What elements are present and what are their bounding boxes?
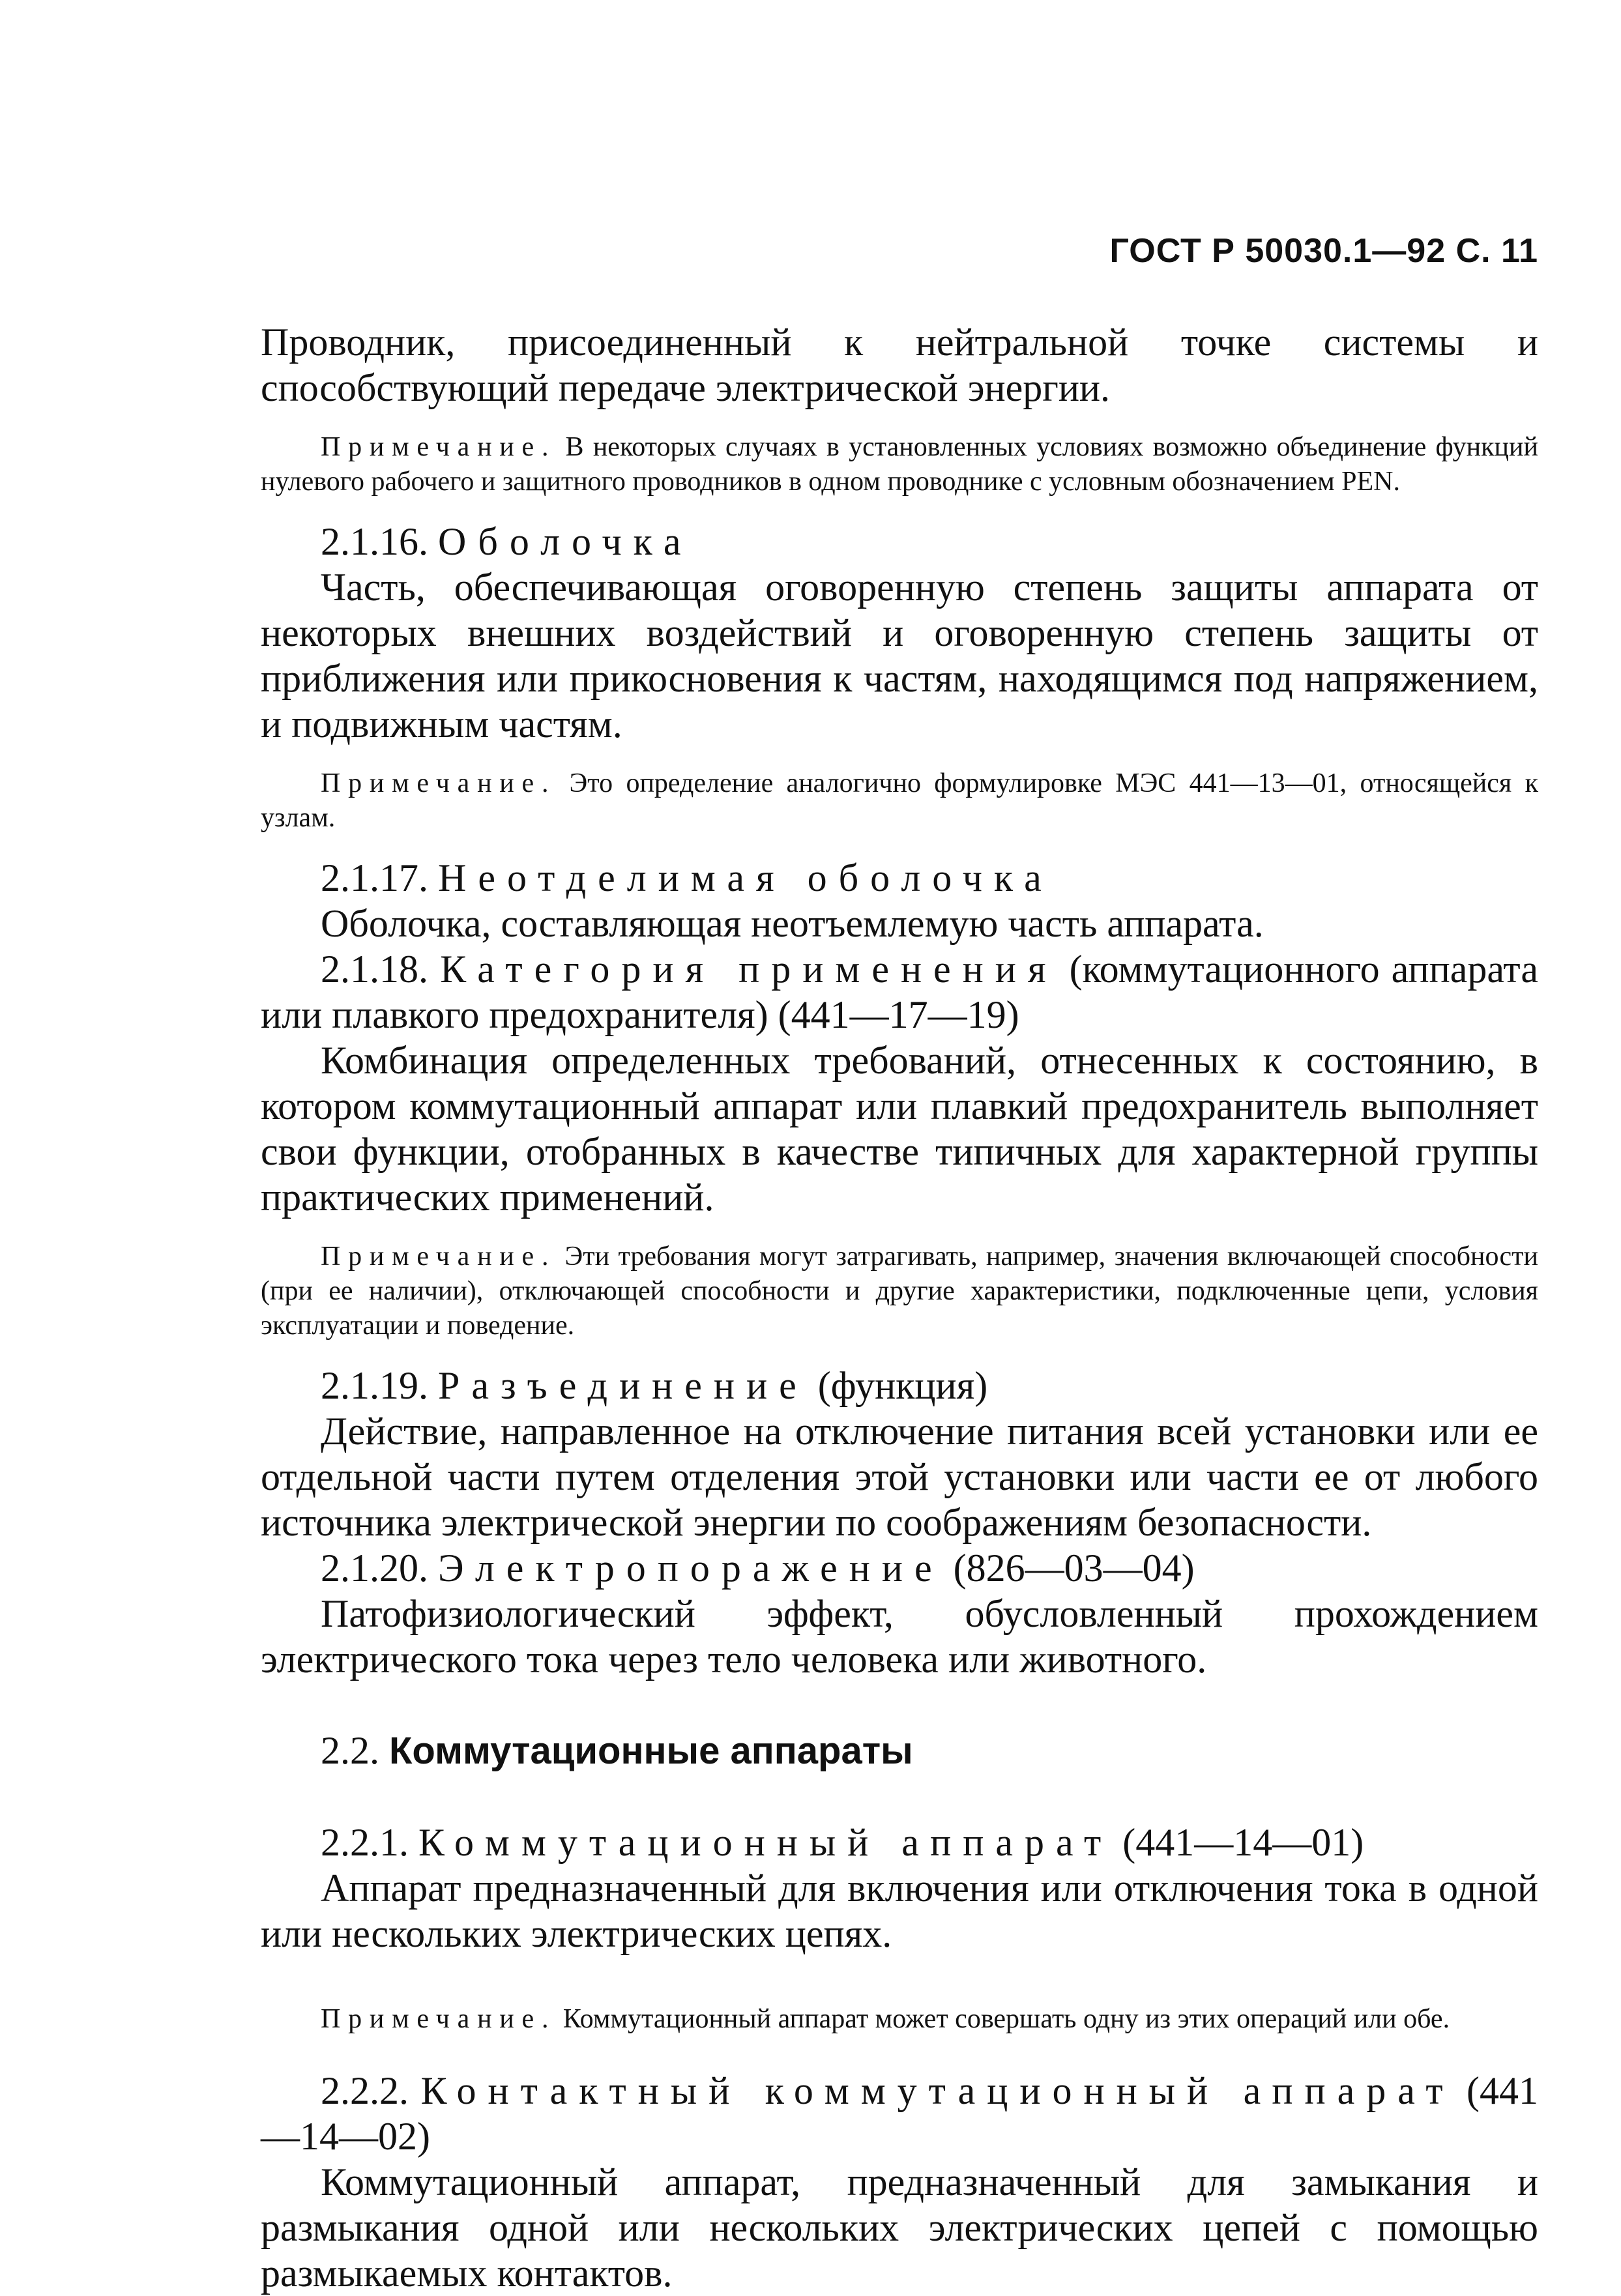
clause-term: Разъединение	[438, 1364, 808, 1407]
clause-heading	[261, 1545, 1538, 1591]
clause-term: Контактный коммутационный аппарат	[420, 2069, 1455, 2112]
section-heading	[261, 1728, 1538, 1774]
clause-rest: (441—14—02)	[261, 2069, 1539, 2158]
clause-rest: (826—03—04)	[943, 1547, 1195, 1590]
clause-number: 2.2.1.	[321, 1821, 418, 1864]
clause-term: Коммутационный аппарат	[418, 1821, 1113, 1864]
note-label: Примечание.	[321, 768, 557, 798]
clause-heading	[261, 519, 1538, 564]
paragraph: Коммутационный аппарат, предназначенный для замыкания и размыкания одной или нескольких электрических цепей с помощью размыкаемых контактов.	[261, 2160, 1538, 2295]
clause-number: 2.1.17.	[321, 856, 438, 899]
note-text: Это определение аналогично формулировке МЭС 441—13—01, относящейся к узлам.	[261, 768, 1538, 833]
clause-number: 2.1.18.	[321, 948, 441, 991]
note	[261, 1240, 1538, 1343]
note-label: Примечание.	[321, 432, 557, 462]
note-label: Примечание.	[321, 1242, 557, 1272]
clause-heading	[261, 1820, 1538, 1865]
clause-number: 2.2.2.	[321, 2069, 421, 2112]
paragraph: Патофизиологический эффект, обусловленный прохождением электрического тока через тело человека или животного.	[261, 1592, 1538, 1681]
clause-term: Категория применения	[440, 948, 1058, 991]
note-text: Коммутационный аппарат может совершать одну из этих операций или обе.	[556, 2004, 1450, 2034]
clause-term: Электропоражение	[438, 1547, 944, 1590]
note	[261, 430, 1538, 499]
section-title: Коммутационные аппараты	[389, 1730, 913, 1772]
paragraph: Комбинация определенных требований, отнесенных к состоянию, в котором коммутационный аппарат или плавкий предохранитель выполняет свои функции, отобранных в качестве типичных для характерной группы практических применений.	[261, 1039, 1538, 1219]
clause-term: Оболочка	[438, 520, 693, 563]
paragraph: Аппарат предназначенный для включения или отключения тока в одной или нескольких электрических цепях.	[261, 1867, 1538, 1955]
clause-heading	[261, 2068, 1538, 2159]
clause-rest: (функция)	[808, 1364, 988, 1407]
paragraph: Оболочка, составляющая неотъемлемую часть аппарата.	[321, 902, 1264, 945]
note-text: В некоторых случаях в установленных условиях возможно объединение функций нулевого рабочего и защитного проводников в одном проводнике с условным обозначением PEN.	[261, 432, 1538, 497]
document-body	[261, 319, 1538, 2296]
note-text: Эти требования могут затрагивать, например, значения включающей способности (при ее наличии), отключающей способности и другие характеристики, подключенные цепи, условия эксплуатации и поведение.	[261, 1242, 1538, 1341]
section-number: 2.2.	[321, 1729, 389, 1772]
clause-rest: (441—14—01)	[1113, 1821, 1364, 1864]
note	[261, 2002, 1538, 2037]
paragraph: Часть, обеспечивающая оговоренную степень защиты аппарата от некоторых внешних воздействий и оговоренную степень защиты от приближения или прикосновения к частям, находящимся под напряжением, и подвижным частям.	[261, 566, 1538, 746]
clause-heading	[261, 855, 1538, 901]
clause-number: 2.1.20.	[321, 1547, 438, 1590]
clause-number: 2.1.16.	[321, 520, 438, 563]
clause-number: 2.1.19.	[321, 1364, 438, 1407]
clause-heading	[261, 946, 1538, 1038]
clause-heading	[261, 1363, 1538, 1408]
note	[261, 766, 1538, 836]
page-header: ГОСТ Р 50030.1—92 С. 11	[1109, 232, 1538, 270]
clause-rest: (коммутационного аппарата или плавкого предохранителя) (441—17—19)	[261, 948, 1538, 1036]
clause-term: Неотделимая оболочка	[438, 856, 1053, 899]
paragraph: Проводник, присоединенный к нейтральной точке системы и способствующий передаче электрической энергии.	[261, 321, 1538, 409]
paragraph: Действие, направленное на отключение питания всей установки или ее отдельной части путем отделения этой установки или части ее от любого источника электрической энергии по соображениям безопасности.	[261, 1410, 1538, 1544]
note-label: Примечание.	[321, 2004, 557, 2034]
